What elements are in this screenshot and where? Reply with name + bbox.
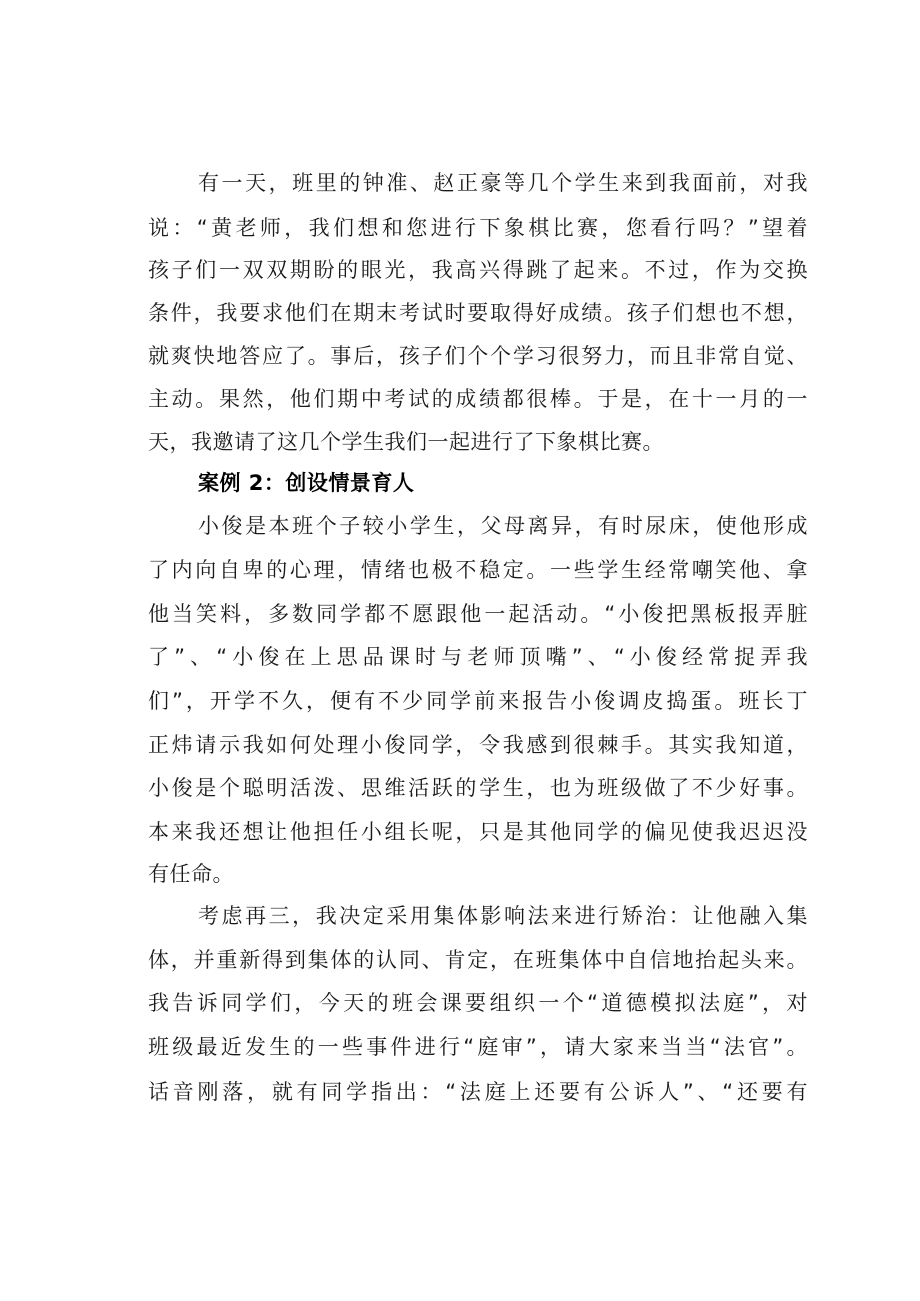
paragraph-3-line-5: 话音刚落，就有同学指出：“法庭上还要有公诉人”、“还要有 <box>148 1080 808 1104</box>
paragraph-2-line-3: 他当笑料，多数同学都不愿跟他一起活动。“小俊把黑板报弄脏 <box>148 602 808 626</box>
paragraph-2-line-4: 了”、“小俊在上思品课时与老师顶嘴”、“小俊经常捉弄我 <box>148 645 808 669</box>
paragraph-2-line-2: 了内向自卑的心理，情绪也极不稳定。一些学生经常嘲笑他、拿 <box>148 558 808 582</box>
paragraph-2-line-6: 正炜请示我如何处理小俊同学，令我感到很棘手。其实我知道， <box>148 733 808 757</box>
paragraph-2-line-8: 本来我还想让他担任小组长呢，只是其他同学的偏见使我迟迟没 <box>148 820 808 844</box>
paragraph-1-line-6: 主动。果然，他们期中考试的成绩都很棒。于是，在十一月的一 <box>148 387 808 411</box>
paragraph-1-line-2: 说：“黄老师，我们想和您进行下象棋比赛，您看行吗？”望着 <box>148 216 808 240</box>
paragraph-1-line-7: 天，我邀请了这几个学生我们一起进行了下象棋比赛。 <box>148 430 664 454</box>
paragraph-2-line-7: 小俊是个聪明活泼、思维活跃的学生，也为班级做了不少好事。 <box>148 776 808 800</box>
paragraph-3-line-2: 体，并重新得到集体的认同、肯定，在班集体中自信地抬起头来。 <box>148 948 808 972</box>
paragraph-1-line-5: 就爽快地答应了。事后，孩子们个个学习很努力，而且非常自觉、 <box>148 344 808 368</box>
paragraph-3-line-3: 我告诉同学们，今天的班会课要组织一个“道德模拟法庭”，对 <box>148 991 808 1015</box>
paragraph-1-line-4: 条件，我要求他们在期末考试时要取得好成绩。孩子们想也不想， <box>148 301 808 325</box>
section-heading: 案例 2：创设情景育人 <box>198 471 415 495</box>
paragraph-3-line-4: 班级最近发生的一些事件进行“庭审”，请大家来当当“法官”。 <box>148 1035 808 1059</box>
paragraph-2-line-1: 小俊是本班个子较小学生，父母离异，有时尿床，使他形成 <box>198 514 808 538</box>
paragraph-2-line-9: 有任命。 <box>148 862 234 886</box>
paragraph-3-line-1: 考虑再三，我决定采用集体影响法来进行矫治：让他融入集 <box>198 904 808 928</box>
paragraph-1-line-1: 有一天，班里的钟准、赵正豪等几个学生来到我面前，对我 <box>198 171 808 195</box>
paragraph-2-line-5: 们”，开学不久，便有不少同学前来报告小俊调皮捣蛋。班长丁 <box>148 689 808 713</box>
paragraph-1-line-3: 孩子们一双双期盼的眼光，我高兴得跳了起来。不过，作为交换 <box>148 258 808 282</box>
